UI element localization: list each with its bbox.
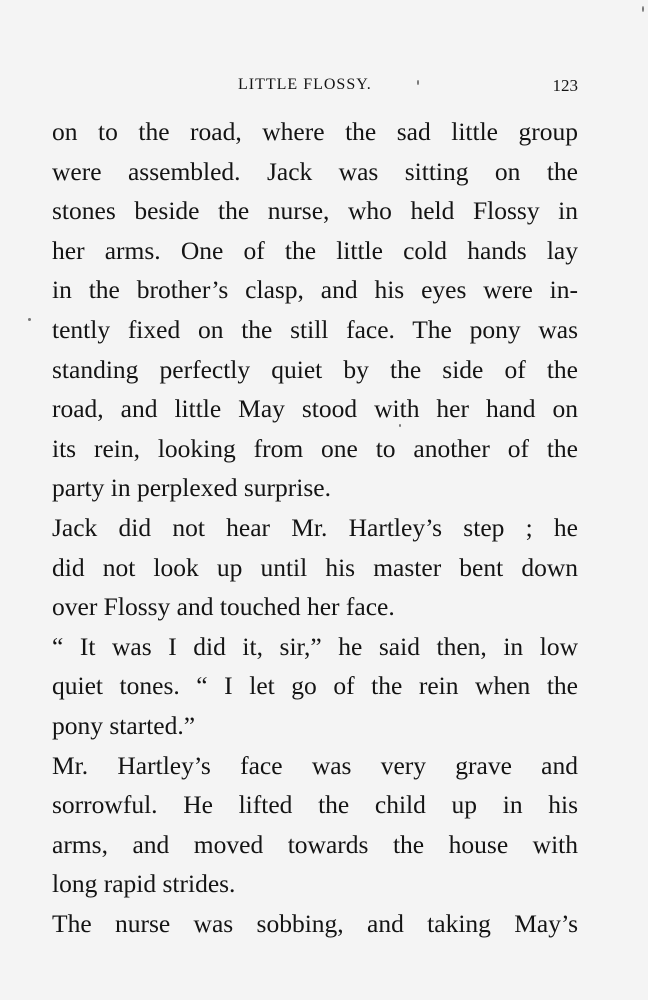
page-number: 123 [552, 76, 578, 95]
text-line: her arms. One of the little cold hands lay [52, 235, 578, 265]
paragraph-5 [52, 904, 578, 944]
text-line: long rapid strides. [52, 869, 236, 899]
text-line: over Flossy and touched her face. [52, 592, 395, 622]
paper-speck [399, 424, 401, 427]
text-line: stones beside the nurse, who held Flossy in [52, 196, 578, 226]
paragraph-1 [52, 112, 578, 508]
running-title: LITTLE FLOSSY. [238, 76, 372, 93]
text-line: were assembled. Jack was sitting on the [52, 156, 578, 186]
text-line: pony started.” [52, 710, 196, 740]
text-line: quiet tones. “ I let go of the rein when the [52, 671, 578, 701]
text-line: arms, and moved towards the house with [52, 829, 578, 859]
text-line: Mr. Hartley’s face was very grave and [52, 750, 578, 780]
paper-speck [417, 80, 419, 85]
text-line: on to the road, where the sad little group [52, 117, 578, 146]
text-line: standing perfectly quiet by the side of the [52, 354, 578, 384]
text-line: tently fixed on the still face. The pony was [52, 314, 578, 344]
text-line: sorrowful. He lifted the child up in his [52, 790, 578, 820]
text-line: “ It was I did it, sir,” he said then, in low [52, 631, 578, 661]
paragraph-4 [52, 746, 578, 904]
paragraph-3 [52, 627, 578, 746]
text-line: its rein, looking from one to another of the [52, 433, 578, 463]
paper-speck [642, 6, 644, 12]
text-line: road, and little May stood with her hand on [52, 394, 578, 424]
text-line: The nurse was sobbing, and taking May’s [52, 908, 578, 938]
running-head [0, 76, 648, 98]
body-text [52, 112, 578, 943]
text-line: did not look up until his master bent down [52, 552, 578, 582]
text-line: in the brother’s clasp, and his eyes were in- [52, 275, 578, 305]
paragraph-2 [52, 508, 578, 627]
text-line: party in perplexed surprise. [52, 473, 331, 503]
paper-speck [28, 318, 31, 321]
text-line: Jack did not hear Mr. Hartley’s step ; he [52, 512, 578, 542]
